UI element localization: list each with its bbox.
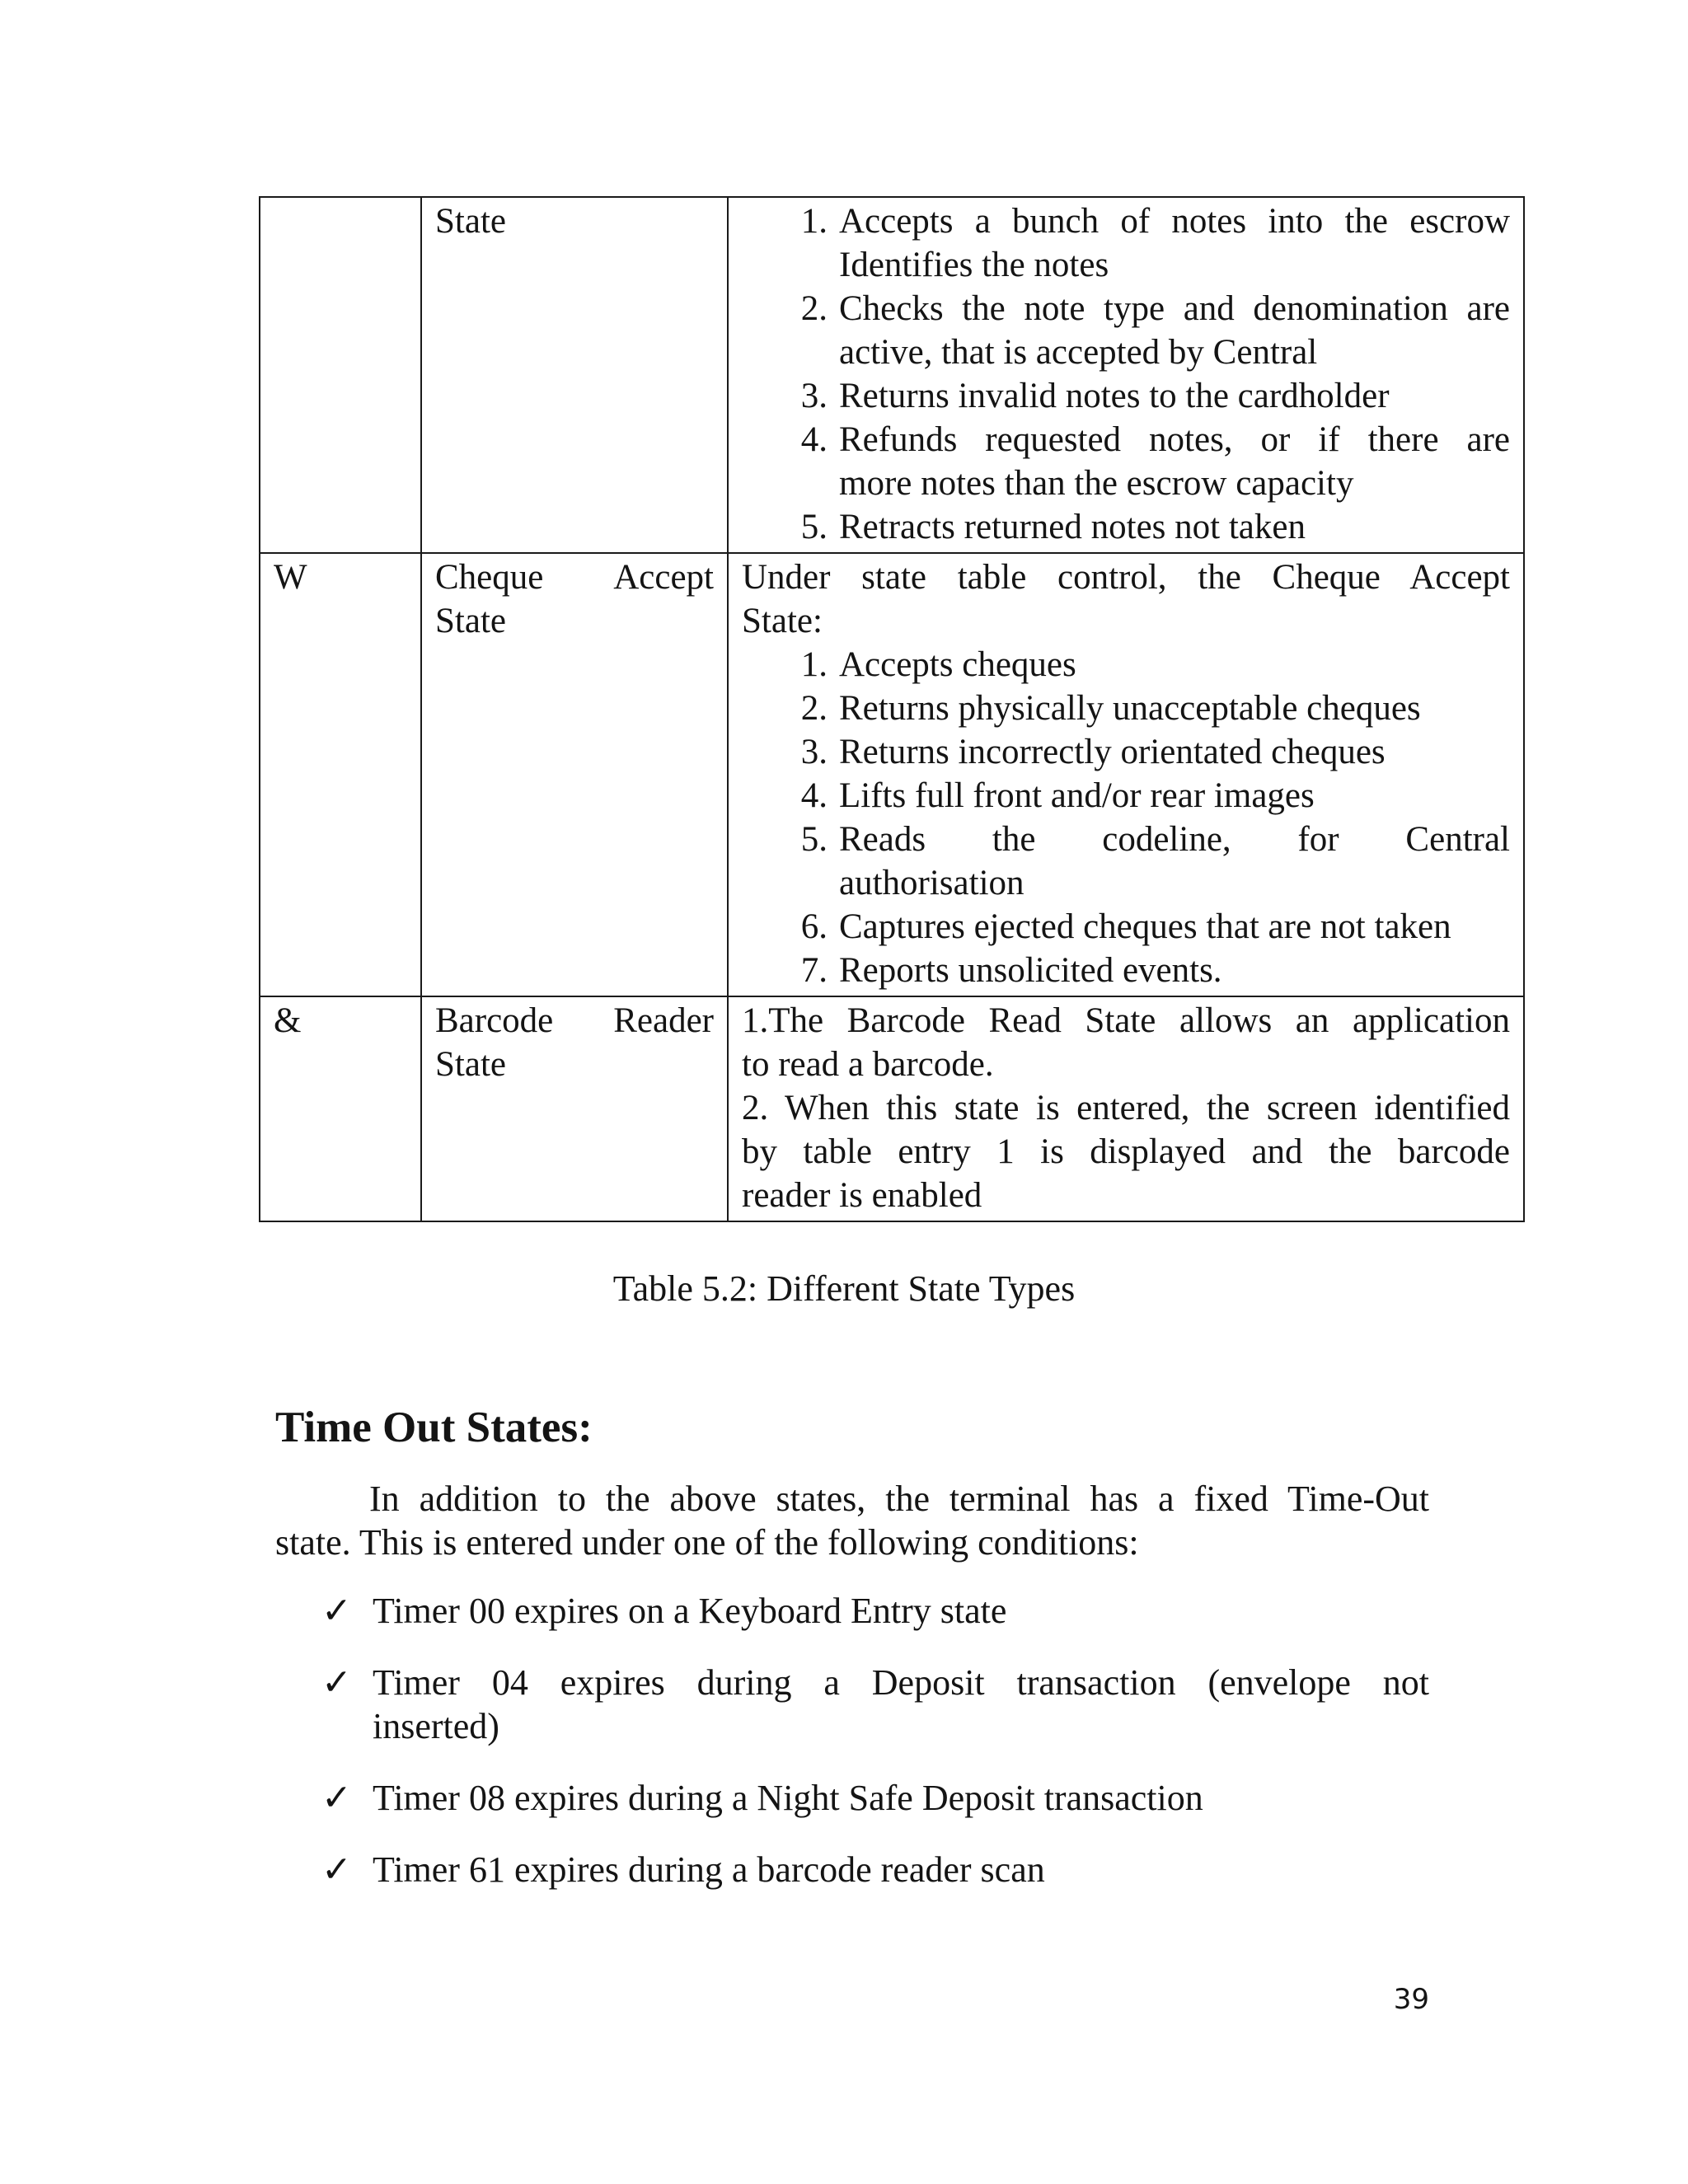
- list-item: ✓ Timer 08 expires during a Night Safe Deposit transaction: [321, 1778, 1203, 1818]
- list-item: 7. Reports unsolicited events.: [800, 951, 1222, 990]
- list-item: 5. Reads the codeline, for Central authorisation: [800, 820, 1510, 902]
- list-item: ✓ Timer 61 expires during a barcode reader scan: [321, 1849, 1045, 1890]
- list-item: 2. Checks the note type and denomination are active, that is accepted by Central: [800, 289, 1510, 372]
- section-paragraph: In addition to the above states, the terminal has a fixed Time-Out state. This is entered under one of the following conditions:: [275, 1479, 1429, 1563]
- state-code-cell: [260, 197, 421, 553]
- table-row: [260, 553, 1524, 996]
- intro-text: Under state table control, the Cheque Accept: [742, 558, 1510, 597]
- checkmark-icon: ✓: [321, 1662, 352, 1703]
- list-item: 3. Returns incorrectly orientated cheques: [800, 733, 1386, 771]
- list-item: 1. Accepts cheques: [800, 645, 1076, 684]
- section-heading: Time Out States:: [275, 1404, 593, 1451]
- list-item: 6. Captures ejected cheques that are not taken: [800, 907, 1451, 946]
- page-number: 39: [1393, 1983, 1429, 2016]
- checkmark-icon: ✓: [321, 1778, 352, 1818]
- state-code-cell: &: [260, 996, 421, 1221]
- list-item: 4. Lifts full front and/or rear images: [800, 776, 1315, 815]
- table-caption: Table 5.2: Different State Types: [612, 1268, 1076, 1309]
- state-description-cell: [728, 553, 1524, 996]
- description-paragraph: 1.The Barcode Read State allows an application to read a barcode.: [742, 1001, 1510, 1084]
- intro-text: State:: [742, 602, 823, 640]
- checkmark-icon: ✓: [321, 1591, 352, 1631]
- list-item: ✓ Timer 04 expires during a Deposit transaction (envelope not inserted): [321, 1662, 1429, 1746]
- step-list: [742, 199, 1510, 549]
- description-paragraph: 2. When this state is entered, the screen identified by table entry 1 is displayed and the barcode reader is enabled: [742, 1089, 1510, 1215]
- list-item: 1. Accepts a bunch of notes into the escrow Identifies the notes: [800, 202, 1510, 284]
- step-list: [742, 643, 1510, 992]
- state-name-cell: Cheque Accept State: [421, 553, 728, 996]
- table-row: [260, 996, 1524, 1221]
- list-item: ✓ Timer 00 expires on a Keyboard Entry state: [321, 1591, 1007, 1631]
- state-name-cell: State: [421, 197, 728, 553]
- state-name-cell: Barcode Reader State: [421, 996, 728, 1221]
- list-item: 5. Retracts returned notes not taken: [800, 508, 1306, 546]
- table-row: [260, 197, 1524, 553]
- condition-checklist: [321, 1589, 1429, 1919]
- list-item: 4. Refunds requested notes, or if there are more notes than the escrow capacity: [800, 420, 1510, 503]
- state-description-cell: [728, 996, 1524, 1221]
- state-types-table: [259, 196, 1525, 1222]
- checkmark-icon: ✓: [321, 1849, 352, 1890]
- state-description-cell: [728, 197, 1524, 553]
- list-item: 3. Returns invalid notes to the cardholder: [800, 377, 1390, 415]
- state-code-cell: W: [260, 553, 421, 996]
- list-item: 2. Returns physically unacceptable cheques: [800, 689, 1421, 728]
